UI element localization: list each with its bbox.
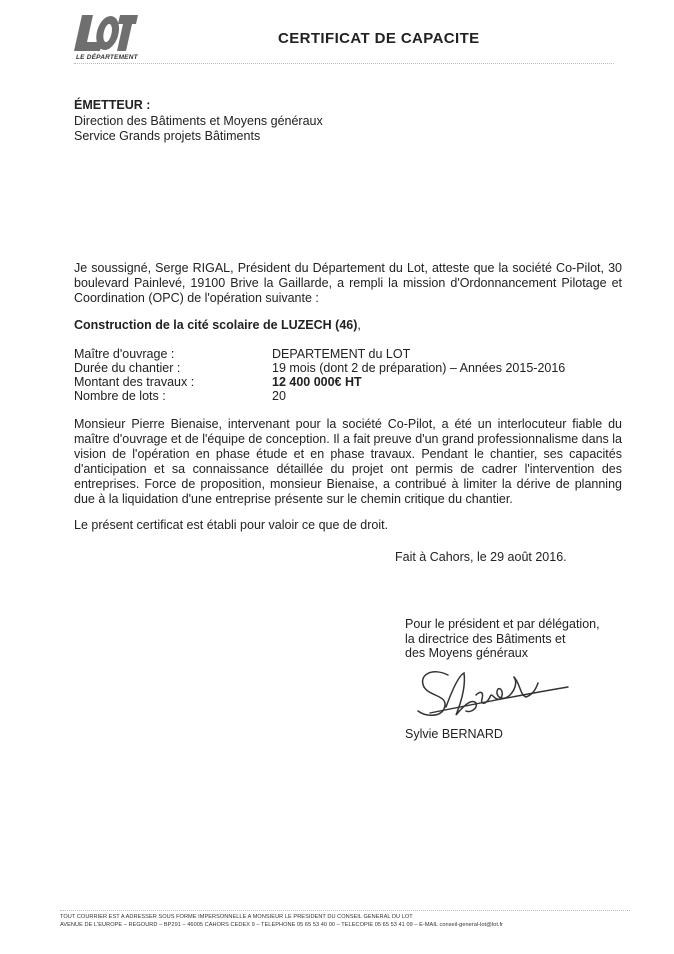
- project-title: Construction de la cité scolaire de LUZECH (46): [74, 318, 358, 332]
- header-divider: [74, 63, 614, 64]
- field-label-amount: Montant des travaux :: [74, 375, 195, 389]
- delegation-line-2: la directrice des Bâtiments et: [405, 632, 566, 646]
- field-value-amount: 12 400 000€ HT: [272, 375, 362, 389]
- footer-line-1: TOUT COURRIER EST A ADRESSER SOUS FORME IMPERSONNELLE A MONSIEUR LE PRESIDENT DU CONSEIL GENERAL DU LOT: [60, 914, 413, 920]
- delegation-line-1: Pour le président et par délégation,: [405, 617, 600, 631]
- footer-line-2: AVENUE DE L'EUROPE – REGOURD – BP291 – 46005 CAHORS CEDEX 9 – TELEPHONE 05 65 53 40 00 – TELECOPIE 05 65 53 41 09 – E-MAIL conseil-general-lot@lot.fr: [60, 922, 504, 928]
- footer-divider: [60, 910, 630, 911]
- field-value-owner: DEPARTEMENT du LOT: [272, 347, 411, 361]
- field-value-duration: 19 mois (dont 2 de préparation) – Années 2015-2016: [272, 361, 566, 375]
- field-label-lots: Nombre de lots :: [74, 389, 166, 403]
- field-label-owner: Maître d'ouvrage :: [74, 347, 175, 361]
- field-value-lots: 20: [272, 389, 286, 403]
- project-title-suffix: ,: [357, 318, 361, 332]
- emitter-direction: Direction des Bâtiments et Moyens généraux: [74, 114, 323, 128]
- lot-department-logo: [74, 14, 138, 66]
- assessment-paragraph: Monsieur Pierre Bienaise, intervenant pour la société Co-Pilot, a été un interlocuteur fiable du maître d'ouvrage et de l'équipe de conception. Il a fait preuve d'un grand professionnalisme dans la vision de l'opération en phase étude et en phase travaux. Pendant le chantier, ses capacités d'anticipation et sa connaissance détaillée du projet ont permis de cadrer l'intervention des entreprises. Force de proposition, monsieur Bienaise, a contribué à limiter la dérive de planning due à la liquidation d'une entreprise présente sur le chemin critique du chantier.: [74, 417, 622, 506]
- page-title: CERTIFICAT DE CAPACITE: [278, 30, 480, 47]
- delegation-line-3: des Moyens généraux: [405, 646, 528, 660]
- closing-sentence: Le présent certificat est établi pour valoir ce que de droit.: [74, 518, 389, 532]
- place-date: Fait à Cahors, le 29 août 2016.: [395, 550, 567, 564]
- project-title-line: [74, 318, 361, 333]
- emitter-service: Service Grands projets Bâtiments: [74, 129, 261, 143]
- handwritten-signature: [410, 665, 570, 725]
- attestation-paragraph: Je soussigné, Serge RIGAL, Président du Département du Lot, atteste que la société Co-Pilot, 30 boulevard Painlevé, 19100 Brive la Gaillarde, a rempli la mission d'Ordonnancement Pilotage et Coordination (OPC) de l'opération suivante :: [74, 261, 622, 305]
- signer-name: Sylvie BERNARD: [405, 727, 503, 741]
- field-label-duration: Durée du chantier :: [74, 361, 181, 375]
- lot-logo-mark: [74, 14, 138, 54]
- logo-subtitle: LE DÉPARTEMENT: [76, 54, 138, 61]
- emitter-label: ÉMETTEUR :: [74, 98, 151, 112]
